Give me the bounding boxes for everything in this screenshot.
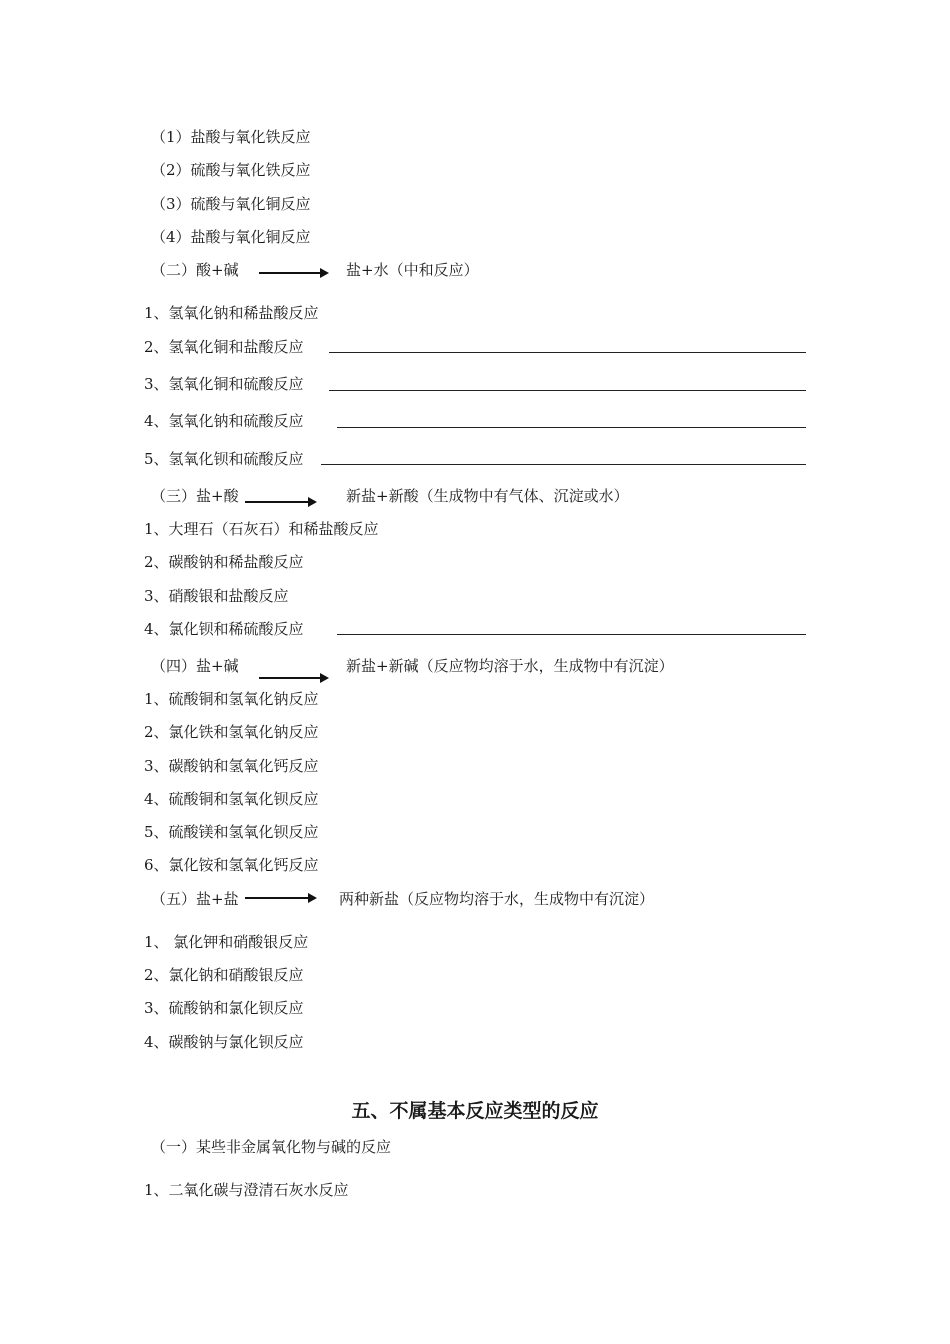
reaction-item: （4）盐酸与氧化铜反应: [151, 228, 311, 246]
subheading-salt-acid: （三）盐+酸: [151, 487, 239, 505]
reaction-item: 4、硫酸铜和氢氧化钡反应: [144, 790, 319, 808]
subheading-nonmetal-oxide-base: （一）某些非金属氧化物与碱的反应: [151, 1138, 392, 1156]
reaction-item: （1）盐酸与氧化铁反应: [151, 128, 311, 146]
reaction-item: 2、氢氧化铜和盐酸反应: [144, 338, 304, 356]
subheading-salt-salt: （五）盐+盐: [151, 890, 239, 908]
reaction-item: 6、氯化铵和氢氧化钙反应: [144, 856, 319, 874]
right-arrow-icon: [259, 272, 327, 274]
reaction-item: 4、碳酸钠与氯化钡反应: [144, 1033, 304, 1051]
answer-blank[interactable]: [337, 634, 806, 635]
answer-blank[interactable]: [321, 464, 806, 465]
section-title: 五、不属基本反应类型的反应: [351, 1100, 599, 1122]
reaction-item: 2、氯化钠和硝酸银反应: [144, 966, 304, 984]
subheading-salt-acid-product: 新盐+新酸（生成物中有气体、沉淀或水）: [346, 487, 629, 505]
reaction-item: 4、氯化钡和稀硫酸反应: [144, 620, 304, 638]
reaction-item: 1、氢氧化钠和稀盐酸反应: [144, 304, 319, 322]
reaction-item: 1、 氯化钾和硝酸银反应: [144, 933, 309, 951]
reaction-item: 1、二氧化碳与澄清石灰水反应: [144, 1181, 349, 1199]
right-arrow-icon: [245, 501, 315, 503]
reaction-item: （2）硫酸与氧化铁反应: [151, 161, 311, 179]
reaction-item: 1、硫酸铜和氢氧化钠反应: [144, 690, 319, 708]
right-arrow-icon: [259, 677, 327, 679]
answer-blank[interactable]: [337, 427, 806, 428]
subheading-acid-base: （二）酸+碱: [151, 261, 239, 279]
reaction-item: 4、氢氧化钠和硫酸反应: [144, 412, 304, 430]
subheading-salt-base: （四）盐+碱: [151, 657, 239, 675]
answer-blank[interactable]: [329, 390, 806, 391]
reaction-item: 2、碳酸钠和稀盐酸反应: [144, 553, 304, 571]
subheading-salt-base-product: 新盐+新碱（反应物均溶于水，生成物中有沉淀）: [346, 657, 674, 675]
reaction-item: 5、氢氧化钡和硫酸反应: [144, 450, 304, 468]
reaction-item: 3、硝酸银和盐酸反应: [144, 587, 289, 605]
subheading-salt-salt-product: 两种新盐（反应物均溶于水，生成物中有沉淀）: [339, 890, 655, 908]
reaction-item: 2、氯化铁和氢氧化钠反应: [144, 723, 319, 741]
reaction-item: 3、硫酸钠和氯化钡反应: [144, 999, 304, 1017]
reaction-item: 3、碳酸钠和氢氧化钙反应: [144, 757, 319, 775]
reaction-item: （3）硫酸与氧化铜反应: [151, 195, 311, 213]
right-arrow-icon: [245, 897, 315, 899]
answer-blank[interactable]: [329, 352, 806, 353]
reaction-item: 1、大理石（石灰石）和稀盐酸反应: [144, 520, 379, 538]
reaction-item: 3、氢氧化铜和硫酸反应: [144, 375, 304, 393]
subheading-acid-base-product: 盐+水（中和反应）: [346, 261, 479, 279]
reaction-item: 5、硫酸镁和氢氧化钡反应: [144, 823, 319, 841]
